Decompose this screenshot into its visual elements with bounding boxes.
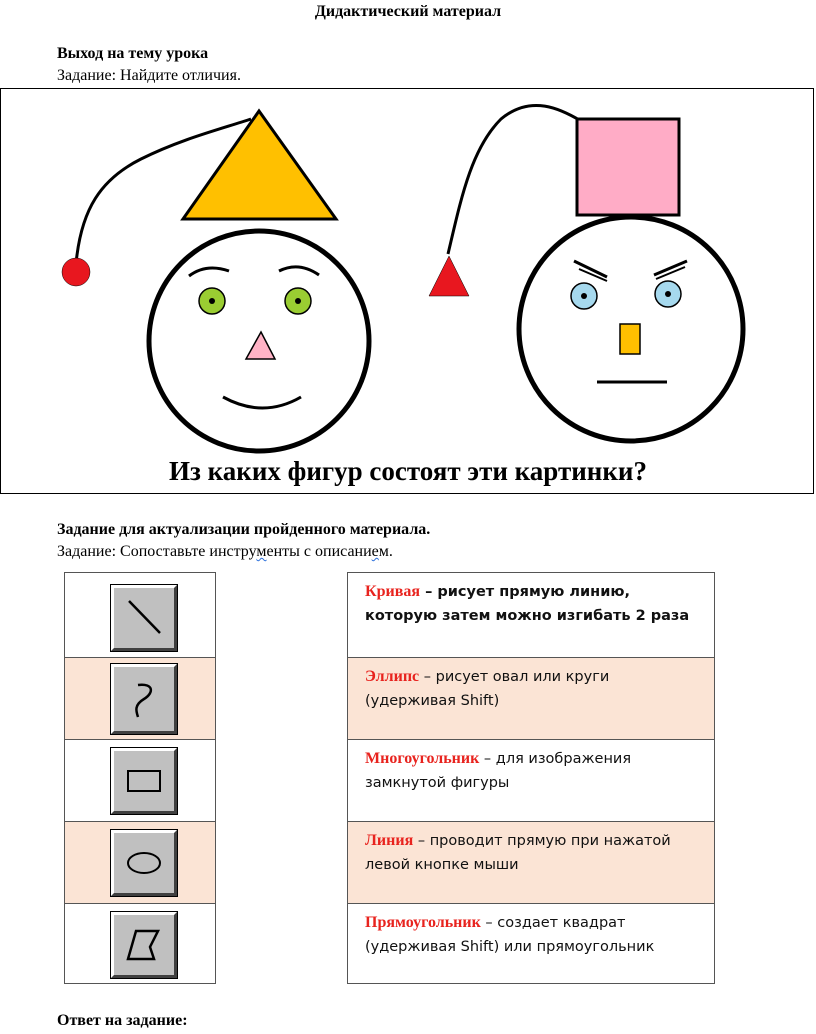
left-triangle-hat	[183, 111, 336, 219]
right-nose	[620, 324, 640, 354]
description-row	[348, 657, 714, 739]
right-red-triangle	[429, 256, 469, 296]
tools-table	[64, 572, 216, 984]
description-text: Многоугольник – для изображения замкнутой фигуры	[365, 750, 632, 791]
tool-row	[65, 739, 215, 821]
descriptions-table	[347, 572, 715, 984]
right-string-line	[448, 105, 581, 254]
section2-task: Задание: Сопоставьте инструменты с описанием.	[57, 543, 393, 560]
faces-picture	[0, 88, 814, 494]
section1-heading: Выход на тему урока	[57, 45, 209, 62]
description-text: Линия – проводит прямую при нажатой левой кнопке мыши	[365, 832, 671, 873]
description-text: Кривая – рисует прямую линию, которую затем можно изгибать 2 раза	[365, 583, 690, 624]
description-row	[348, 739, 714, 821]
right-square-hat	[577, 119, 679, 215]
rectangle-tool-icon	[111, 748, 177, 814]
tool-row	[65, 657, 215, 739]
section1-task: Задание: Найдите отличия.	[57, 67, 241, 84]
tool-row	[65, 573, 215, 657]
tool-row	[65, 821, 215, 903]
description-text: Прямоугольник – создает квадрат (удерживая Shift) или прямоугольник	[365, 914, 655, 955]
description-row	[348, 821, 714, 903]
description-row	[348, 903, 714, 985]
section2-heading: Задание для актуализации пройденного материала.	[57, 521, 431, 538]
document-title: Дидактический материал	[314, 3, 502, 20]
line-tool-icon	[111, 585, 177, 651]
picture-caption: Из каких фигур состоят эти картинки?	[169, 456, 647, 486]
description-text: Эллипс – рисует овал или круги (удерживая Shift)	[365, 668, 610, 709]
answer-heading: Ответ на задание:	[57, 1012, 188, 1029]
ellipse-tool-icon	[111, 830, 177, 896]
left-red-ball	[62, 258, 90, 286]
tool-row	[65, 903, 215, 985]
polygon-tool-icon	[111, 912, 177, 978]
faces-drawing	[1, 89, 815, 495]
description-row	[348, 573, 714, 657]
curve-tool-icon	[111, 664, 177, 734]
